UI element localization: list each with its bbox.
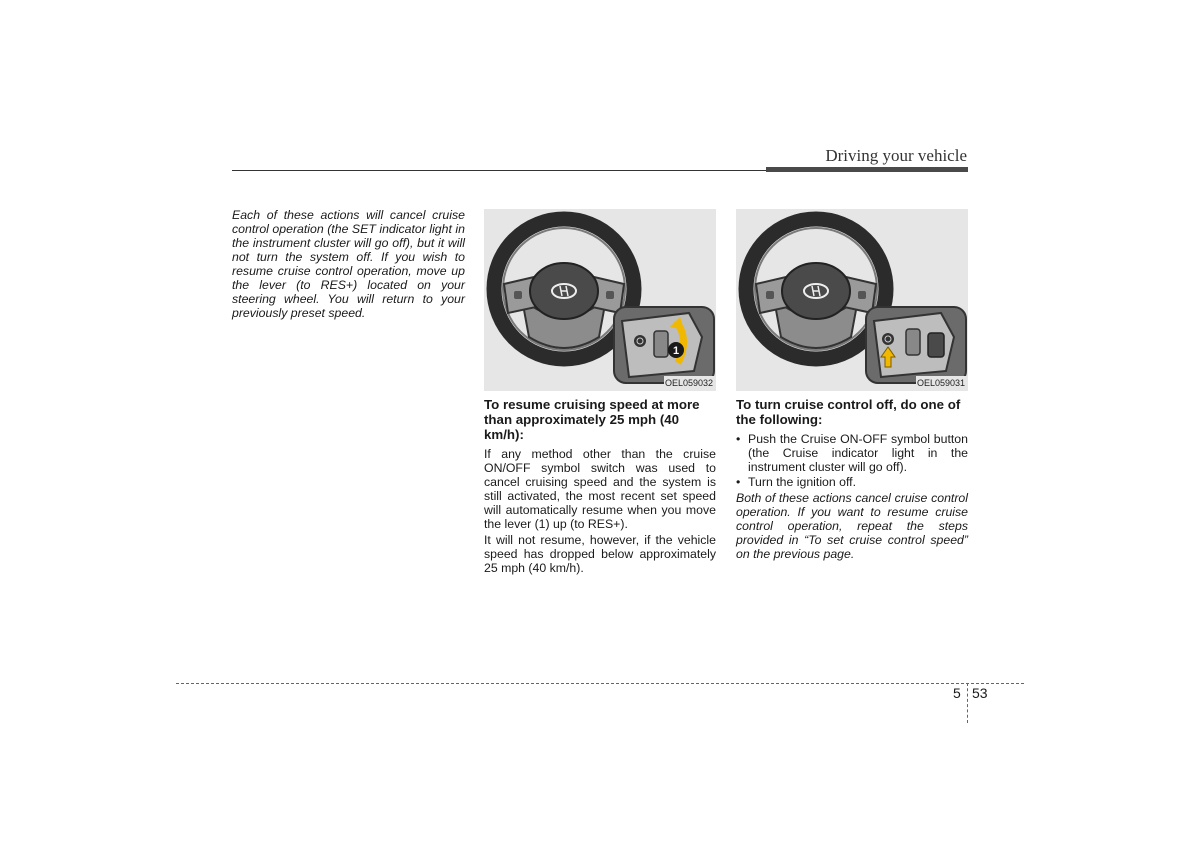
column-middle <box>484 209 716 577</box>
steering-wheel-illustration <box>484 209 716 391</box>
running-header-title: Driving your vehicle <box>825 146 967 165</box>
cruise-switch-inset <box>866 307 966 383</box>
callout-number: 1 <box>672 345 680 357</box>
list-item: • Push the Cruise ON-OFF symbol button (the Cruise indicator light in the instrument cluster will go off). <box>736 432 968 474</box>
header-rule-accent <box>766 167 968 172</box>
cancel-note-paragraph: Each of these actions will cancel cruise control operation (the SET indicator light in the instrument cluster will go off), but it will not turn the system off. If you wish to resume cruise control operation, move up the lever (to RES+) located on your steering wheel. You will return to your previously preset speed. <box>232 208 465 320</box>
steering-wheel-resume-figure <box>484 209 716 391</box>
header-rule <box>232 170 768 171</box>
chapter-number: 5 <box>953 685 961 701</box>
list-item: • Turn the ignition off. <box>736 475 968 489</box>
figure-code: OEL059031 <box>916 378 965 388</box>
steering-wheel-off-figure <box>736 209 968 391</box>
cruise-off-heading: To turn cruise control off, do one of the following: <box>736 397 961 427</box>
cruise-off-list <box>736 432 968 489</box>
resume-paragraph-2: It will not resume, however, if the vehicle speed has dropped below approximately 25 mph (40 km/h). <box>484 533 716 575</box>
steering-wheel-illustration <box>736 209 968 391</box>
cruise-off-note: Both of these actions cancel cruise control operation. If you want to resume cruise control operation, repeat the steps provided in “To set cruise control speed” on the previous page. <box>736 491 968 561</box>
page-number: 53 <box>972 685 988 701</box>
figure-code: OEL059032 <box>664 378 713 388</box>
footer-rule <box>176 683 1024 684</box>
column-left <box>232 208 465 322</box>
cruise-switch-inset <box>614 307 714 383</box>
resume-paragraph-1: If any method other than the cruise ON/OFF symbol switch was used to cancel cruising speed and the system is still activated, the most recent set speed will automatically resume when you move the lever (1) up (to RES+). <box>484 447 716 531</box>
column-right <box>736 209 968 563</box>
footer-divider <box>967 683 968 723</box>
resume-speed-heading: To resume cruising speed at more than approximately 25 mph (40 km/h): <box>484 397 700 442</box>
